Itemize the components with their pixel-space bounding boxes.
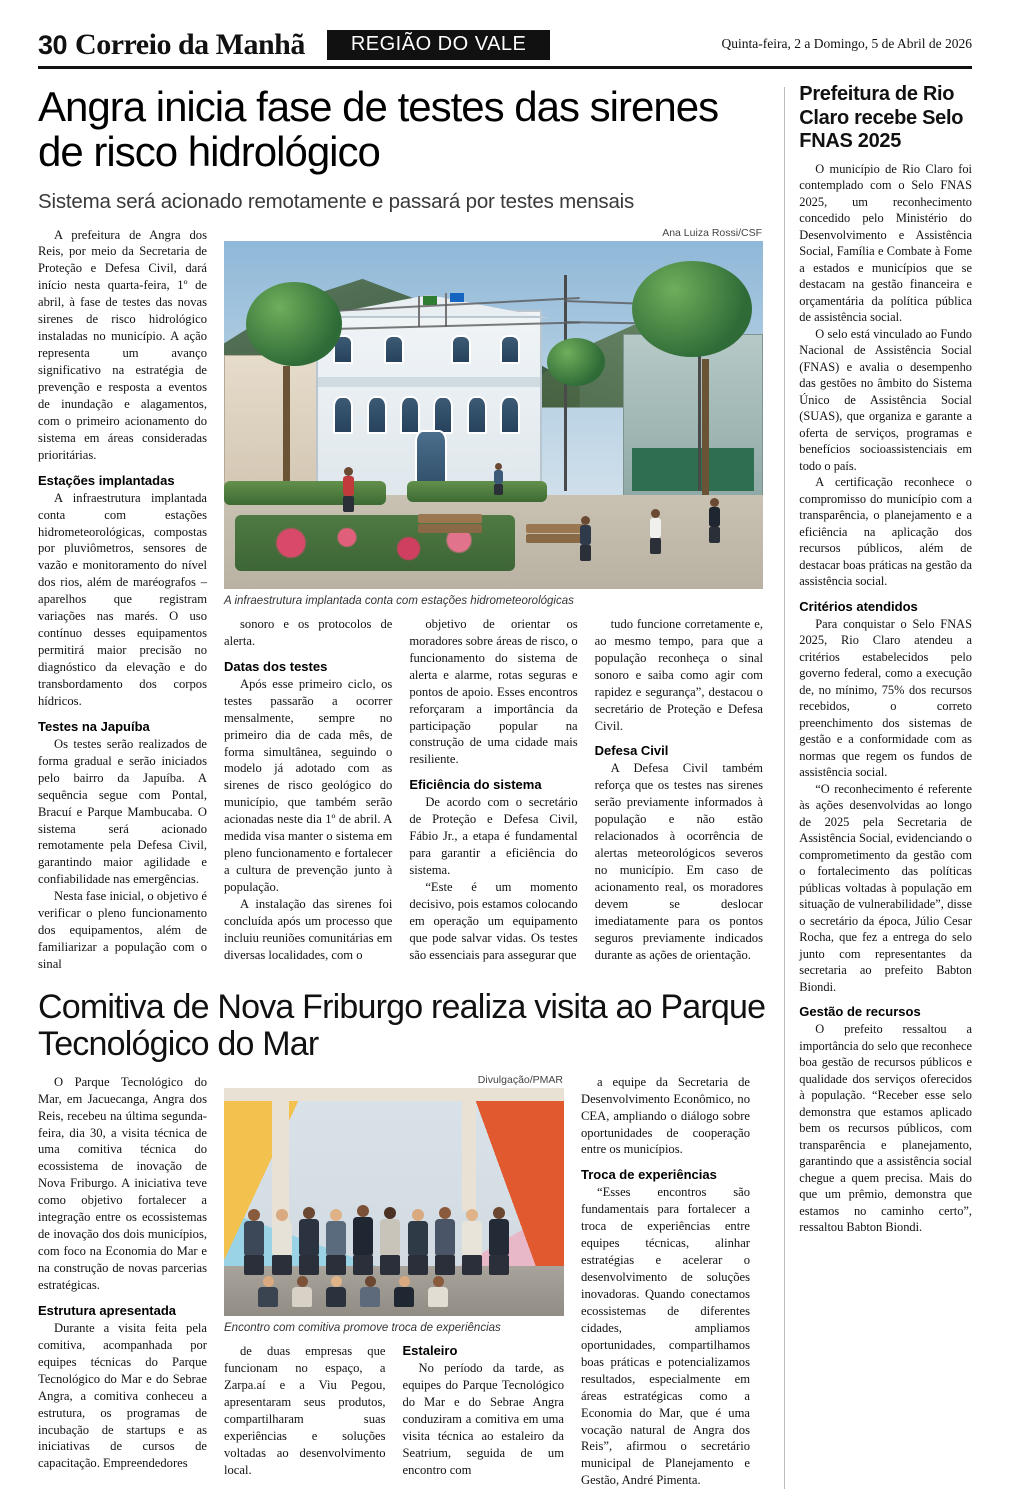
- sidebar-article-fnas: [799, 83, 972, 1489]
- paragraph: de duas empresas que funcionam no espaço, a Zarpa.aí e a Viu Pegou, apresentaram seus produtos, compartilharam suas experiências e soluções voltadas ao desenvolvimento local.: [224, 1344, 386, 1477]
- article1-column-1: [38, 227, 207, 973]
- paragraph: No período da tarde, as equipes do Parque Tecnológico do Mar e do Sebrae Angra conduziram a comitiva em uma visita técnica ao estaleiro da Seatrium, seguida de um encontro com: [402, 1361, 564, 1477]
- paper-name: Correio da Manhã: [75, 28, 305, 61]
- article1-subhead: Sistema será acionado remotamente e passará por testes mensais: [38, 189, 635, 213]
- paragraph: “Esses encontros são fundamentais para fortalecer a troca de experiências entre equipes técnicas, alinhar estratégias e acelerar o desenvolvimento de soluções inovadoras. Quando conectamos ecossistemas de diferentes cidades, ampliamos oportunidades, compartilhamos boas práticas e potencializamos resultados, especialmente em áreas estratégicas como a Economia do Mar, que é uma vocação natural de Angra dos Reis”, afirmou o secretário municipal de Planejamento e Gestão, André Pimenta.: [581, 1185, 750, 1488]
- masthead: [38, 30, 972, 69]
- article1-column-2: [224, 616, 392, 964]
- paragraph: Durante a visita feita pela comitiva, acompanhada por equipes técnicas do Parque Tecnológico do Mar e do Sebrae Angra, a comitiva conheceu a estrutura, os programas de incubação de startups e as iniciativas de cursos de capacitação. Empreendedores: [38, 1320, 207, 1471]
- subheading-estacoes: Estações implantadas: [38, 472, 175, 488]
- photo-caption: Encontro com comitiva promove troca de experiências: [224, 1321, 501, 1334]
- subheading-eficiencia: Eficiência do sistema: [409, 777, 542, 793]
- paragraph: O Parque Tecnológico do Mar, em Jacuecanga, Angra dos Reis, recebeu na última segunda-feira, dia 30, a visita técnica de uma comitiva técnica do ecossistema de inovação de Nova Friburgo. A iniciativa teve como objetivo fortalecer a integração entre os ecossistemas de inovação dos dois municípios, com foco na Economia do Mar e na construção de novas parcerias estratégicas.: [38, 1074, 207, 1292]
- article2-grid: [38, 1074, 770, 1489]
- subheading-estrutura: Estrutura apresentada: [38, 1302, 176, 1318]
- section-tag: REGIÃO DO VALE: [327, 30, 551, 60]
- article2-column-2: [224, 1343, 386, 1479]
- page-number: 30: [38, 29, 68, 60]
- article2-column-1: [38, 1074, 207, 1489]
- page-body: [38, 83, 972, 1489]
- paragraph: objetivo de orientar os moradores sobre áreas de risco, o funcionamento do sistema de alerta e alarme, rotas seguras e pontos de apoio. Esses encontros reforçaram a importância da participação popular na construção de uma cidade mais resiliente.: [409, 616, 578, 767]
- paragraph: O selo está vinculado ao Fundo Nacional de Assistência Social (FNAS) e avalia o desempenho das gestões no âmbito do Sistema Único de Assistência Social (SUAS), que organiza e garante a oferta de serviços, programas e benefícios socioassistenciais em todo o país.: [799, 326, 972, 473]
- subheading-estaleiro: Estaleiro: [402, 1343, 458, 1359]
- rail-headline: Prefeitura de Rio Claro recebe Selo FNAS 2025: [799, 83, 964, 153]
- paragraph: a equipe da Secretaria de Desenvolvimento Econômico, no CEA, ampliando o diálogo sobre oportunidades de cooperação entre os municípios.: [581, 1074, 750, 1157]
- paragraph: tudo funcione corretamente e, ao mesmo tempo, para que a população reconheça o sinal sonoro e saiba como agir com rapidez e segurança”, destacou o secretário de Proteção e Defesa Civil.: [594, 616, 763, 733]
- subheading-criterios: Critérios atendidos: [799, 598, 918, 614]
- article2-headline: Comitiva de Nova Friburgo realiza visita ao Parque Tecnológico do Mar: [38, 987, 766, 1064]
- subheading-defesa-civil: Defesa Civil: [594, 743, 669, 759]
- subheading-datas: Datas dos testes: [224, 658, 328, 674]
- paragraph: De acordo com o secretário de Proteção e Defesa Civil, Fábio Jr., a etapa é fundamental para garantir a eficiência do sistema.: [409, 795, 578, 878]
- paragraph: Os testes serão realizados de forma gradual e serão iniciados pelo bairro da Japuíba. A sequência segue com Pontal, Bracuí e Parque Mambucaba. O sistema será acionado remotamente pela Defesa Civil, garantindo maior agilidade e confiabilidade nas emergências.: [38, 736, 207, 887]
- photo-town-square: [224, 241, 763, 589]
- photo-credit: Divulgação/PMAR: [477, 1073, 563, 1086]
- paragraph: A instalação das sirenes foi concluída após um processo que incluiu reuniões comunitárias em diversas localidades, com o: [224, 896, 393, 962]
- paragraph: O prefeito ressaltou a importância do selo que reconhece boa gestão de recursos públicos e qualidade dos serviços oferecidos à população. “Receber esse selo demonstra que estamos aplicado bem os recursos públicos, com transparência e planejamento, garantindo que a assistência social chegue a quem precisa. Mais do que um prêmio, demonstra que estamos no caminho certo”, ressaltou Babton Biondi.: [799, 1022, 972, 1235]
- paragraph: “O reconhecimento é referente às ações desenvolvidas ao longo de 2025 pela Secretaria de Assistência Social, evidenciando o comprometimento da gestão com o fortalecimento das políticas públicas voltadas à população em situação de vulnerabilidade”, disse o secretário da época, Júlio Cesar Rocha, que fez a entrega do selo junto com representantes da secretaria ao prefeito Babton Biondi.: [799, 781, 972, 994]
- paragraph: A infraestrutura implantada conta com estações hidrometeorológicas, compostas por pluviômetros, sensores de vazão e monitoramento do nível dos rios, além de maréografos – aparelhos que registram variações nas marés. O uso contínuo desses equipamentos permitirá maior precisão no diagnóstico da elevação e do transbordamento dos corpos hídricos.: [38, 490, 207, 708]
- paragraph: A certificação reconhece o compromisso do município com a transparência, o planejamento e a eficiência na aplicação dos recursos públicos, além de destacar boas práticas na gestão da assistência social.: [799, 475, 972, 589]
- paragraph: sonoro e os protocolos de alerta.: [224, 616, 393, 648]
- article1-photo-block: [224, 227, 763, 973]
- column-divider: [784, 87, 785, 1489]
- paragraph: Para conquistar o Selo FNAS 2025, Rio Claro atendeu a critérios estabelecidos pelo governo federal, como a execução de, no mínimo, 75% dos recursos recebidos, o correto preenchimento dos sistemas de gestão e a conformidade com as normas que regem os fundos de assistência social.: [799, 616, 972, 780]
- issue-date: Quinta-feira, 2 a Domingo, 5 de Abril de 2026: [721, 36, 972, 51]
- paragraph: Nesta fase inicial, o objetivo é verificar o pleno funcionamento dos equipamentos, além de familiarizar a população com o sinal: [38, 889, 207, 971]
- photo-caption: A infraestrutura implantada conta com estações hidrometeorológicas: [224, 594, 574, 607]
- paragraph: O município de Rio Claro foi contemplado com o Selo FNAS 2025, um reconhecimento concedido pelo Ministério do Desenvolvimento e Assistência Social, Família e Combate à Fome a estados e municípios que se destacam na gestão financeira e orçamentária da política pública de assistência social.: [799, 161, 972, 325]
- photo-group: [224, 1088, 564, 1316]
- article1-column-3: [409, 616, 577, 964]
- subheading-gestao: Gestão de recursos: [799, 1004, 921, 1020]
- article2-column-4: [581, 1074, 750, 1489]
- photo-credit: Ana Luiza Rossi/CSF: [662, 226, 762, 239]
- paragraph: A Defesa Civil também reforça que os testes nas sirenes serão previamente informados à população e não estão relacionados à ocorrência de alertas meteorológicos severos no município. Em caso de acionamento real, os moradores devem se deslocar imediatamente para os pontos seguros previamente indicados durante as ações de orientação.: [594, 761, 763, 962]
- main-content: [38, 83, 770, 1489]
- paragraph: Após esse primeiro ciclo, os testes passarão a ocorrer mensalmente, sempre no primeiro dia de cada mês, de forma simultânea, seguindo o modelo já adotado com as sirenes de risco geológico do município, que também serão acionadas neste dia 1º de abril. A medida visa manter o sistema em pleno funcionamento e fortalecer a cultura de prevenção junto à população.: [224, 676, 393, 894]
- article1-headline: Angra inicia fase de testes das sirenes de risco hidrológico: [38, 83, 719, 175]
- article-comitiva: [38, 989, 770, 1489]
- article-sirenes: [38, 85, 770, 973]
- paragraph: A prefeitura de Angra dos Reis, por meio da Secretaria de Proteção e Defesa Civil, dará início nesta quarta-feira, 1º de abril, à fase de testes das novas sirenes de risco hidrológico instaladas no município. A ação representa um avanço significativo na estratégia de prevenção e resposta a eventos de inundação e alagamentos, com o primeiro acionamento do sistema em áreas consideradas prioritárias.: [38, 227, 207, 462]
- article1-column-4: [595, 616, 763, 964]
- article2-photo-block: [224, 1074, 564, 1489]
- article2-column-3: [403, 1343, 565, 1479]
- paragraph: “Este é um momento decisivo, pois estamos colocando em operação um equipamento que pode salvar vidas. Os testes são essenciais para assegurar que: [409, 880, 578, 962]
- subheading-troca: Troca de experiências: [581, 1167, 717, 1183]
- subheading-japuiba: Testes na Japuíba: [38, 718, 150, 734]
